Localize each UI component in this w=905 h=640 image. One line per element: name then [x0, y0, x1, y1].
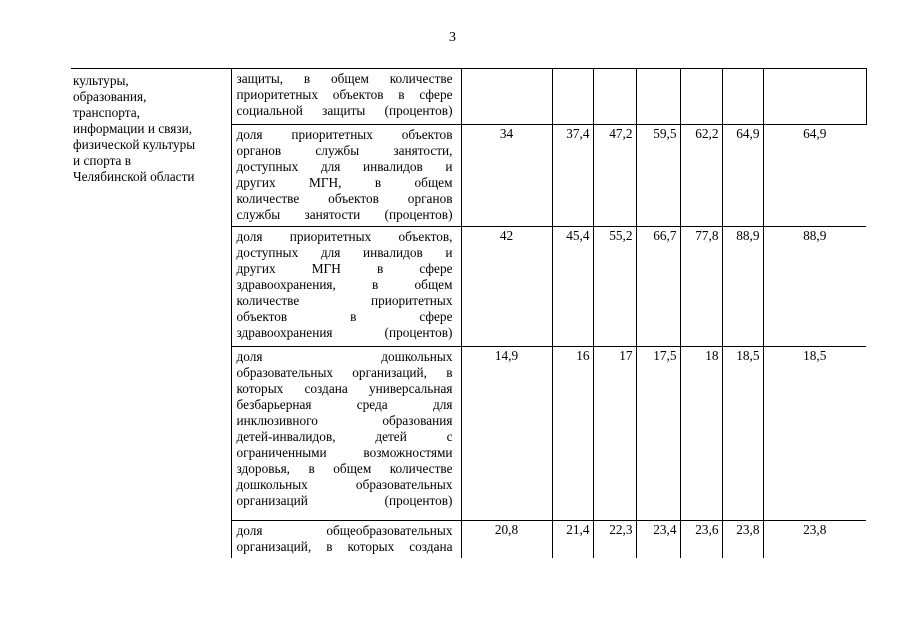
indicator-text: доля приоритетных объектов органов службы занятости, доступных для инвалидов и других МГН, в общем количестве объектов органов службы занятости (процентов)	[236, 127, 453, 222]
value-cell: 18,5	[763, 347, 866, 521]
value-cell: 59,5	[636, 125, 680, 227]
value-cell: 18,5	[722, 347, 763, 521]
value-cell: 88,9	[722, 227, 763, 347]
value-cell: 88,9	[763, 227, 866, 347]
value-cell: 23,8	[722, 521, 763, 558]
value-cell: 64,9	[722, 125, 763, 227]
program-name-cell	[71, 69, 231, 558]
value-cell: 66,7	[636, 227, 680, 347]
indicators-table	[71, 68, 867, 558]
indicator-text: доля дошкольных образовательных организаций, в которых создана универсальная безбарьерная среда для инклюзивного образования детей-инвалидов, детей с ограниченными возможностями здоровья, в общем количестве дошкольных образовательных организаций (процентов)	[236, 349, 453, 508]
value-cell: 17,5	[636, 347, 680, 521]
indicator-cell	[231, 521, 461, 558]
value-cell: 77,8	[680, 227, 722, 347]
value-cell: 16	[552, 347, 593, 521]
indicator-cell	[231, 347, 461, 521]
value-cell	[763, 69, 866, 125]
indicator-text: доля общеобразовательных организаций, в которых создана	[236, 523, 453, 554]
value-cell: 23,4	[636, 521, 680, 558]
table-row	[71, 69, 866, 125]
value-cell	[461, 69, 552, 125]
value-cell	[593, 69, 636, 125]
value-cell	[636, 69, 680, 125]
indicator-text: защиты, в общем количестве приоритетных объектов в сфере социальной защиты (процентов)	[236, 71, 453, 118]
indicator-cell	[231, 69, 461, 125]
value-cell: 64,9	[763, 125, 866, 227]
value-cell: 62,2	[680, 125, 722, 227]
value-cell: 34	[461, 125, 552, 227]
value-cell: 22,3	[593, 521, 636, 558]
value-cell	[680, 69, 722, 125]
indicator-text: доля приоритетных объектов, доступных для инвалидов и других МГН в сфере здравоохранения, в общем количестве приоритетных объектов в сфере здравоохранения (процентов)	[236, 229, 453, 340]
page-number: 3	[449, 30, 456, 45]
value-cell: 42	[461, 227, 552, 347]
value-cell	[722, 69, 763, 125]
value-cell: 47,2	[593, 125, 636, 227]
value-cell: 37,4	[552, 125, 593, 227]
program-name-text: культуры, образования, транспорта, информации и связи, физической культуры и спорта в Челябинской области	[73, 73, 196, 184]
value-cell: 55,2	[593, 227, 636, 347]
value-cell: 14,9	[461, 347, 552, 521]
value-cell: 23,6	[680, 521, 722, 558]
value-cell: 45,4	[552, 227, 593, 347]
indicator-cell	[231, 227, 461, 347]
value-cell: 23,8	[763, 521, 866, 558]
value-cell: 20,8	[461, 521, 552, 558]
indicator-cell	[231, 125, 461, 227]
value-cell: 18	[680, 347, 722, 521]
value-cell	[552, 69, 593, 125]
value-cell: 17	[593, 347, 636, 521]
value-cell: 21,4	[552, 521, 593, 558]
